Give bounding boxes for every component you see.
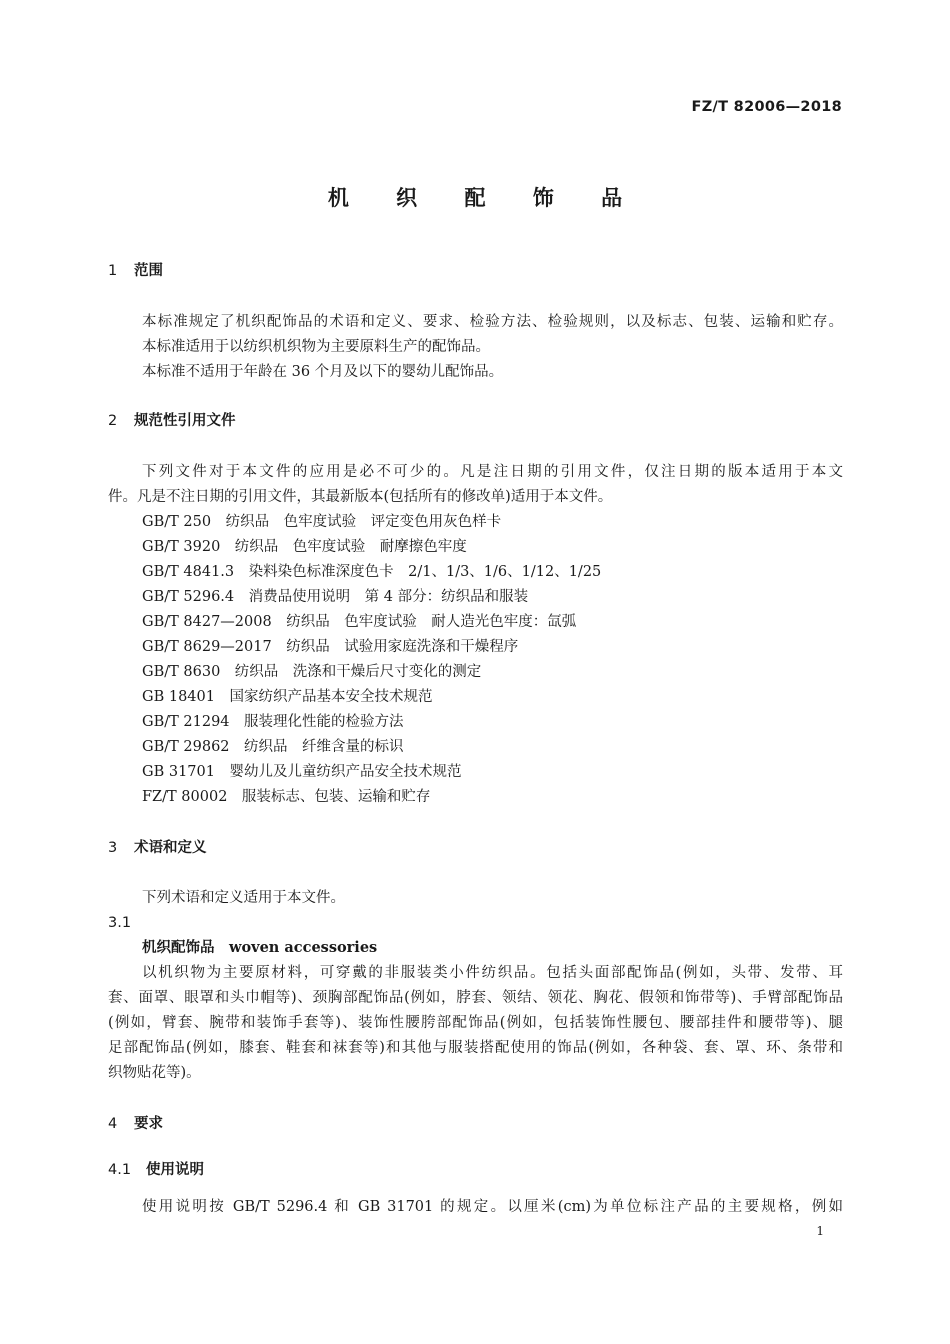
paragraph: 下列文件对于本文件的应用是必不可少的。凡是注日期的引用文件，仅注日期的版本适用于本文 — [142, 464, 843, 480]
section-1-heading — [108, 261, 163, 281]
section-title: 术语和定义 — [134, 840, 207, 856]
term-english: woven accessories — [229, 939, 378, 956]
term-entry — [142, 938, 377, 958]
section-title: 要求 — [134, 1116, 163, 1132]
subsection-4-1-heading — [108, 1160, 204, 1180]
document-title: 机 织 配 饰 品 — [327, 186, 643, 210]
paragraph: 本标准不适用于年龄在 36 个月及以下的婴幼儿配饰品。 — [142, 364, 504, 380]
definition-line: 以机织物为主要原材料，可穿戴的非服装类小件纺织品。包括头面部配饰品(例如，头带、发带、耳 — [142, 965, 843, 981]
section-4-heading — [108, 1114, 163, 1134]
reference-item: GB/T 29862 纺织品 纤维含量的标识 — [142, 739, 404, 755]
reference-item: GB 31701 婴幼儿及儿童纺织产品安全技术规范 — [142, 764, 462, 780]
reference-item: GB/T 21294 服装理化性能的检验方法 — [142, 714, 404, 730]
section-title: 范围 — [134, 263, 163, 279]
subsection-title: 使用说明 — [146, 1162, 204, 1178]
subsection-number: 3.1 — [108, 915, 132, 931]
definition-line: 织物贴花等)。 — [108, 1065, 201, 1081]
reference-item: GB/T 8630 纺织品 洗涤和干燥后尺寸变化的测定 — [142, 664, 482, 680]
standard-code: FZ/T 82006—2018 — [691, 99, 842, 115]
reference-item: GB/T 8427—2008 纺织品 色牢度试验 耐人造光色牢度：氙弧 — [142, 614, 577, 630]
section-number: 4 — [108, 1116, 118, 1132]
section-number: 3 — [108, 840, 118, 856]
section-number: 1 — [108, 263, 118, 279]
reference-item: GB/T 5296.4 消费品使用说明 第 4 部分：纺织品和服装 — [142, 589, 529, 605]
reference-item: GB/T 3920 纺织品 色牢度试验 耐摩擦色牢度 — [142, 539, 467, 555]
paragraph: 本标准适用于以纺织机织物为主要原料生产的配饰品。 — [142, 339, 490, 355]
definition-line: 足部配饰品(例如，膝套、鞋套和袜套等)和其他与服装搭配使用的饰品(例如，各种袋、套、罩、环、条带和 — [108, 1040, 843, 1056]
definition-line: 套、面罩、眼罩和头巾帽等)、颈胸部配饰品(例如，脖套、领结、领花、胸花、假领和饰带等)、手臂部配饰品 — [108, 990, 843, 1006]
reference-item: GB/T 8629—2017 纺织品 试验用家庭洗涤和干燥程序 — [142, 639, 519, 655]
reference-item: FZ/T 80002 服装标志、包装、运输和贮存 — [142, 789, 431, 805]
paragraph-continuation: 件。凡是不注日期的引用文件，其最新版本(包括所有的修改单)适用于本文件。 — [108, 489, 613, 505]
reference-item: GB 18401 国家纺织产品基本安全技术规范 — [142, 689, 433, 705]
reference-item: GB/T 4841.3 染料染色标准深度色卡 2/1、1/3、1/6、1/12、1/25 — [142, 564, 602, 580]
reference-item: GB/T 250 纺织品 色牢度试验 评定变色用灰色样卡 — [142, 514, 502, 530]
term-chinese: 机织配饰品 — [142, 940, 215, 956]
page-number: 1 — [816, 1224, 824, 1238]
paragraph: 下列术语和定义适用于本文件。 — [142, 890, 345, 906]
subsection-number: 4.1 — [108, 1162, 132, 1178]
definition-line: (例如，臂套、腕带和装饰手套等)、装饰性腰胯部配饰品(例如，包括装饰性腰包、腰部挂件和腰带等)、腿 — [108, 1015, 843, 1031]
section-title: 规范性引用文件 — [134, 413, 236, 429]
section-3-heading — [108, 838, 207, 858]
section-number: 2 — [108, 413, 118, 429]
section-2-heading — [108, 411, 236, 431]
paragraph: 使用说明按 GB/T 5296.4 和 GB 31701 的规定。以厘米(cm)为单位标注产品的主要规格，例如 — [142, 1199, 843, 1215]
paragraph: 本标准规定了机织配饰品的术语和定义、要求、检验方法、检验规则，以及标志、包装、运输和贮存。 — [142, 314, 843, 330]
